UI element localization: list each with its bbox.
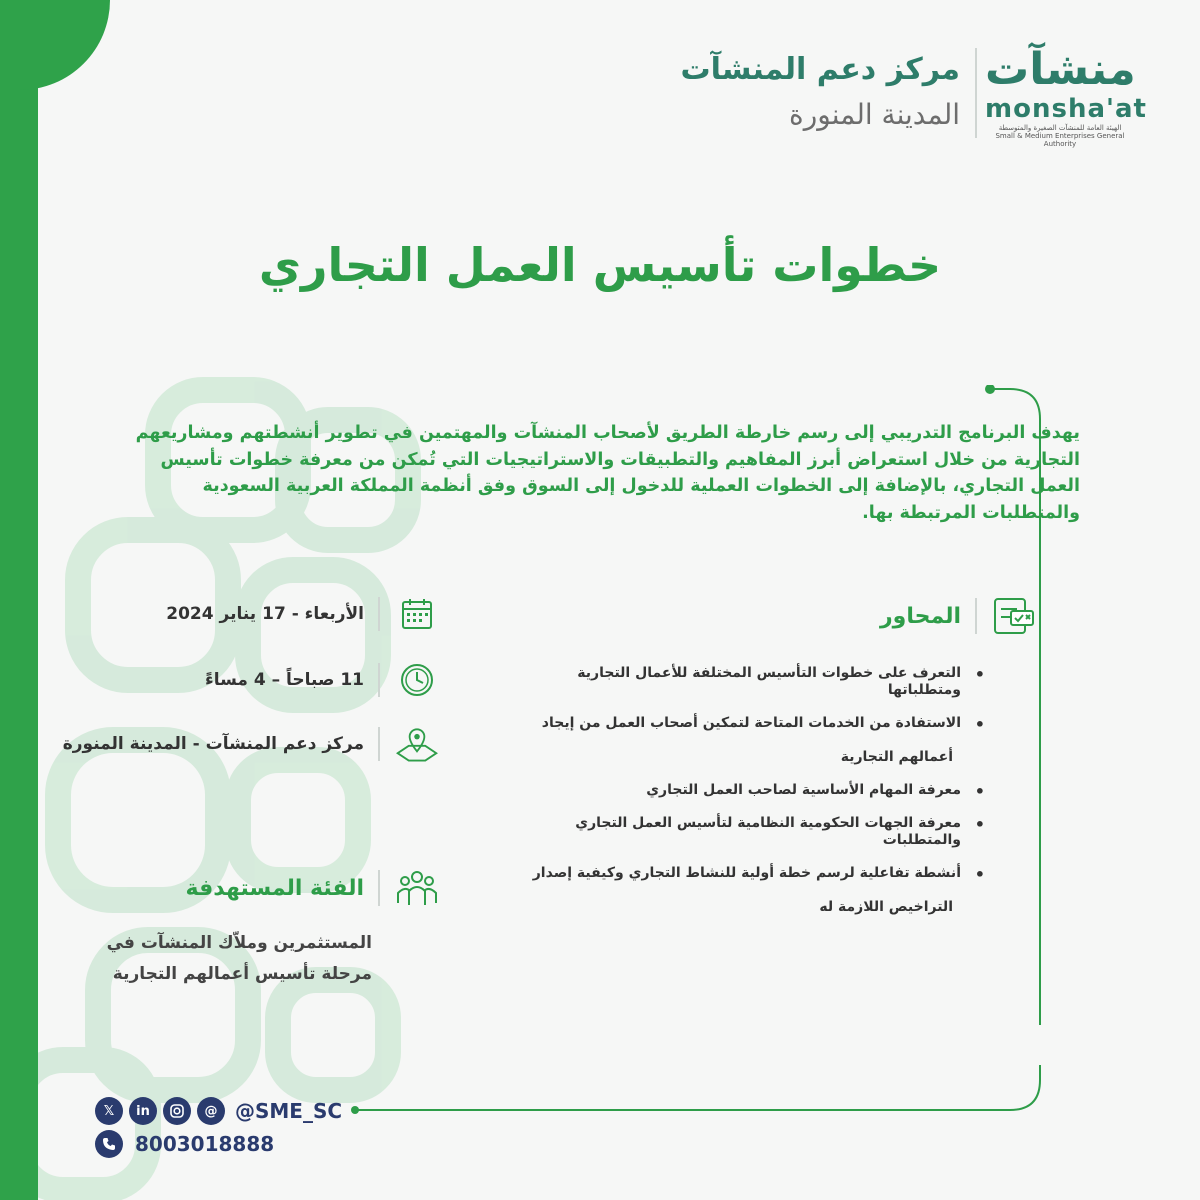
calendar-icon (394, 594, 440, 634)
event-date: الأربعاء - 17 يناير 2024 (166, 604, 364, 624)
event-time: 11 صباحاً – 4 مساءً (205, 670, 364, 690)
axes-item: • معرفة الجهات الحكومية النظامية لتأسيس العمل التجاري والمتطلبات (510, 815, 985, 849)
time-row (205, 660, 440, 700)
axes-list (510, 665, 985, 932)
social-handle[interactable]: @SME_SC (235, 1099, 343, 1123)
x-icon[interactable]: 𝕏 (95, 1097, 123, 1125)
logo-english: monsha'at (985, 94, 1147, 124)
axes-heading (880, 596, 1037, 636)
axes-separator (975, 598, 977, 634)
axes-item: • التعرف على خطوات التأسيس المختلفة للأعمال التجارية ومتطلباتها (510, 665, 985, 699)
map-pin-icon (394, 724, 440, 764)
header-divider (975, 48, 977, 138)
location-row (63, 724, 440, 764)
phone-row (95, 1130, 274, 1158)
target-text: المستثمرين وملاّك المنشآت في مرحلة تأسيس أعمالهم التجارية (106, 933, 372, 984)
logo-subtitle-ar: الهيئة العامة للمنشآت الصغيرة والمتوسطة (998, 124, 1122, 132)
event-location: مركز دعم المنشآت - المدينة المنورة (62, 734, 364, 754)
logo-subtitle-en: Small & Medium Enterprises General Authority (995, 132, 1125, 148)
group-icon (394, 868, 440, 908)
axes-item: • الاستفادة من الخدمات المتاحة لتمكين أصحاب العمل من إيجاد أعمالهم التجارية (510, 715, 985, 767)
center-city: المدينة المنورة (789, 98, 960, 131)
phone-icon (95, 1130, 123, 1158)
axes-title: المحاور (880, 603, 962, 629)
target-title: الفئة المستهدفة (185, 875, 364, 901)
social-row (95, 1097, 342, 1125)
logo-arabic: منشآت (985, 44, 1136, 95)
instagram-icon[interactable] (163, 1097, 191, 1125)
intro-paragraph: يهدف البرنامج التدريبي إلى رسم خارطة الطريق لأصحاب المنشآت والمهتمين في تطوير أنشطتهم ومشاريعهم التجارية من خلال استعراض أبرز المفاهيم والتطبيقات والاستراتيجيات التي تُمكن من معرفة خطوات تأسيس العمل التجاري، بالإضافة إلى الخطوات العملية للدخول إلى السوق وفق أنظمة المملكة العربية السعودية والمتطلبات المرتبطة بها. (135, 423, 1080, 523)
page-title: خطوات تأسيس العمل التجاري (258, 238, 942, 292)
brand-logo (985, 44, 1147, 148)
threads-icon[interactable]: @ (197, 1097, 225, 1125)
center-name: مركز دعم المنشآت (680, 52, 960, 87)
phone-number[interactable]: 8003018888 (135, 1132, 275, 1156)
linkedin-icon[interactable]: in (129, 1097, 157, 1125)
clock-icon (394, 660, 440, 700)
axes-item: • أنشطة تفاعلية لرسم خطة أولية للنشاط التجاري وكيفية إصدار التراخيص اللازمة له (510, 865, 985, 917)
left-accent-bar (0, 0, 38, 1200)
checklist-icon (991, 595, 1037, 637)
date-row (166, 594, 440, 634)
top-corner-shape (0, 0, 110, 90)
axes-item: • معرفة المهام الأساسية لصاحب العمل التجاري (510, 782, 985, 799)
target-heading (185, 868, 440, 908)
